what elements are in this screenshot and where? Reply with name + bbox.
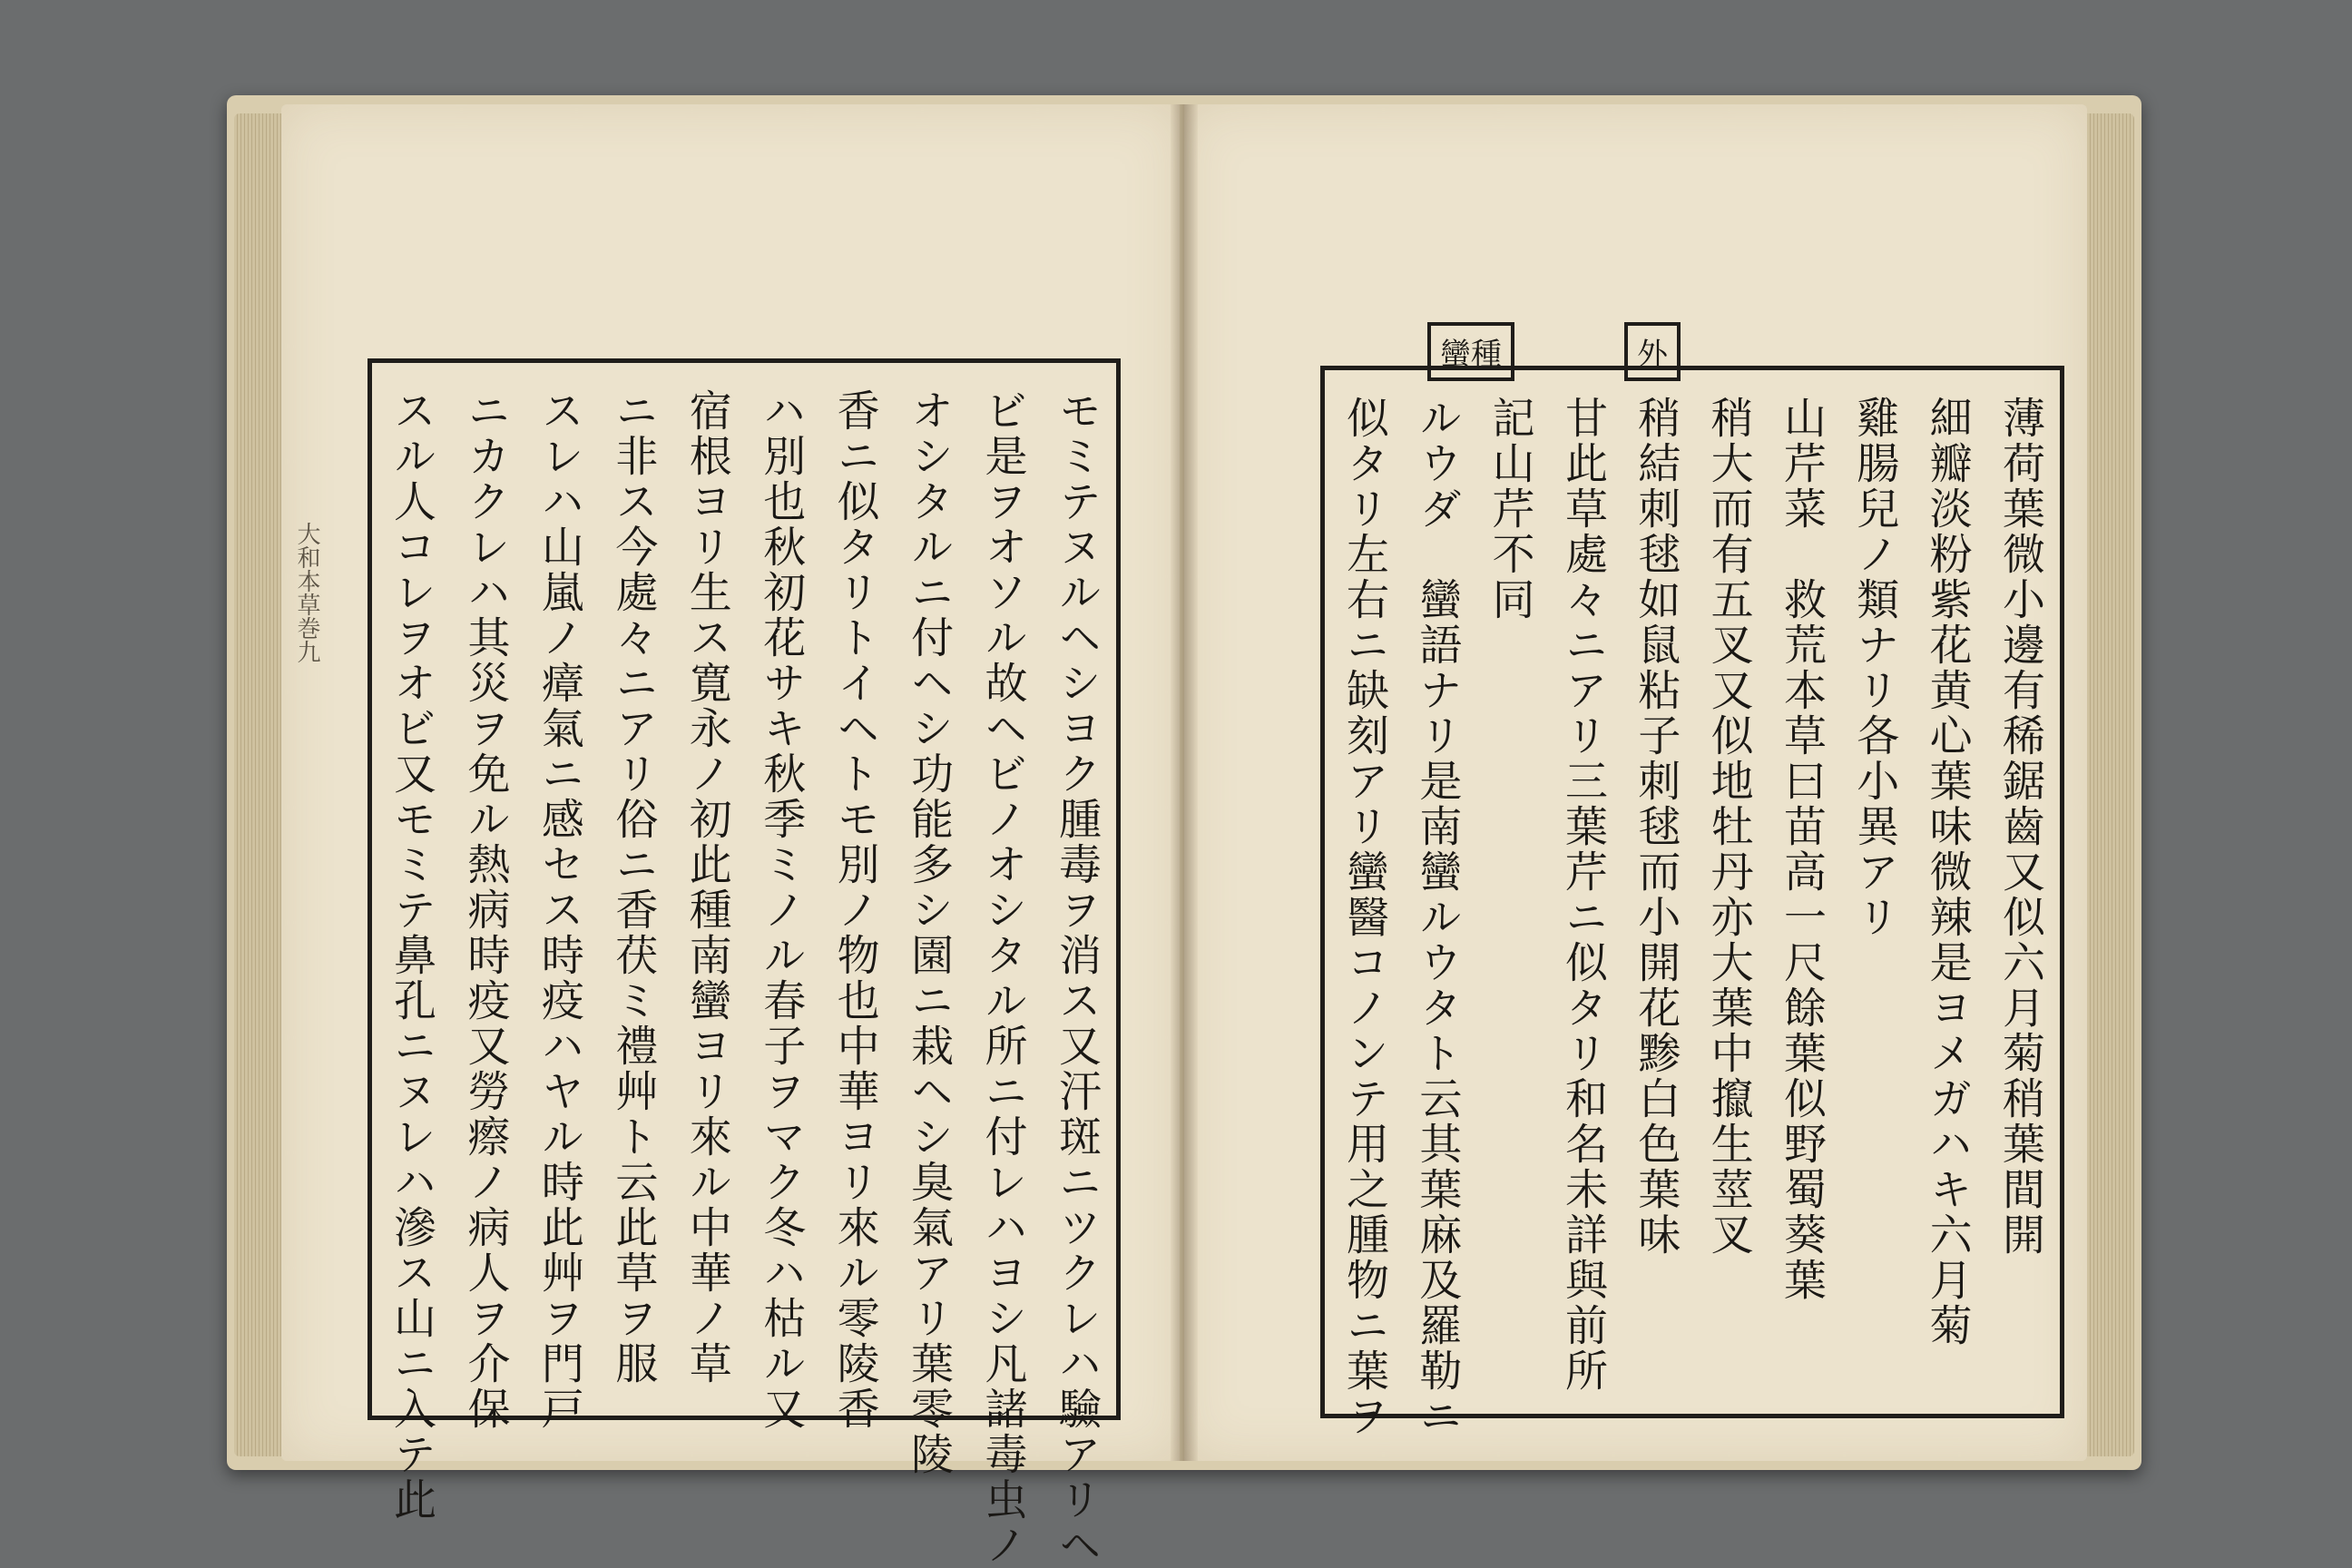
right-text-frame <box>1320 366 2064 1439</box>
text-column: スレハ山嵐ノ瘴氣ニ感セス時疫ハヤル時此艸ヲ門戸 <box>534 388 584 1432</box>
left-columns <box>387 388 1102 1568</box>
text-column: 雞腸兒ノ類ナリ各小異アリ <box>1849 396 1900 940</box>
right-columns <box>1339 396 2045 1439</box>
text-column: ニ非ス今處々ニアリ俗ニ香茯ミ禮艸ト云此草ヲ服 <box>608 388 659 1387</box>
label-gai: 外 <box>1624 322 1681 381</box>
open-book <box>227 95 2141 1568</box>
text-column: スル人コレヲオビ又モミテ鼻孔ニヌレハ滲ス山ニ入テ此 <box>387 388 436 1523</box>
text-column: 山芹菜 救荒本草曰苗高一尺餘葉似野蜀葵葉 <box>1776 396 1827 1303</box>
text-column: 香ニ似タリトイヘトモ別ノ物也中華ヨリ來ル零陵香 <box>829 388 880 1432</box>
text-column: オシタルニ付ヘシ功能多シ園ニ栽ヘシ臭氣アリ葉零陵 <box>904 388 955 1477</box>
left-text-frame <box>368 358 1121 1568</box>
margin-note: 大和本草巻九 <box>293 522 320 663</box>
text-column: 甘此草處々ニアリ三葉芹ニ似タリ和名未詳與前所 <box>1557 396 1608 1394</box>
text-column: 稍結刺毬如鼠粘子刺毬而小開花黪白色葉味 <box>1631 396 1681 1258</box>
text-column: 似タリ左右ニ缺刻アリ蠻醫コノンテ用之腫物ニ葉ヲ <box>1339 396 1389 1439</box>
text-column: 稍大而有五叉又似地牡丹亦大葉中攛生莖叉 <box>1703 396 1754 1258</box>
text-column: ビ是ヲオソル故ヘビノオシタル所ニ付レハヨシ凡諸毒虫ノ <box>977 388 1028 1568</box>
left-page-edges <box>234 113 281 1456</box>
text-column: ルウダ 蠻語ナリ是南蠻ルウタト云其葉麻及羅勒ニ <box>1412 396 1463 1439</box>
text-column: 薄荷葉微小邊有稀鋸齒又似六月菊稍葉間開 <box>1994 396 2045 1258</box>
right-page-edges <box>2087 113 2134 1456</box>
text-column: 記山芹不同 <box>1485 396 1535 622</box>
label-banzhu: 蠻種 <box>1427 322 1514 381</box>
text-column: ニカクレハ其災ヲ免ル熱病時疫又勞瘵ノ病人ヲ介保 <box>460 388 511 1432</box>
right-page <box>1184 104 2087 1461</box>
left-page <box>281 104 1180 1568</box>
book-gutter <box>1171 104 1198 1461</box>
text-column: ハ別也秋初花サキ秋季ミノル春子ヲマク冬ハ枯ル又 <box>756 388 807 1432</box>
text-column: モミテヌルヘシヨク腫毒ヲ消ス又汗斑ニツクレハ驗アリヘ <box>1051 388 1102 1568</box>
text-column: 宿根ヨリ生ス寛永ノ初此種南蠻ヨリ來ル中華ノ草 <box>681 388 732 1387</box>
text-column: 細瓣淡粉紫花黄心葉味微辣是ヨメガハキ六月菊 <box>1922 396 1973 1348</box>
